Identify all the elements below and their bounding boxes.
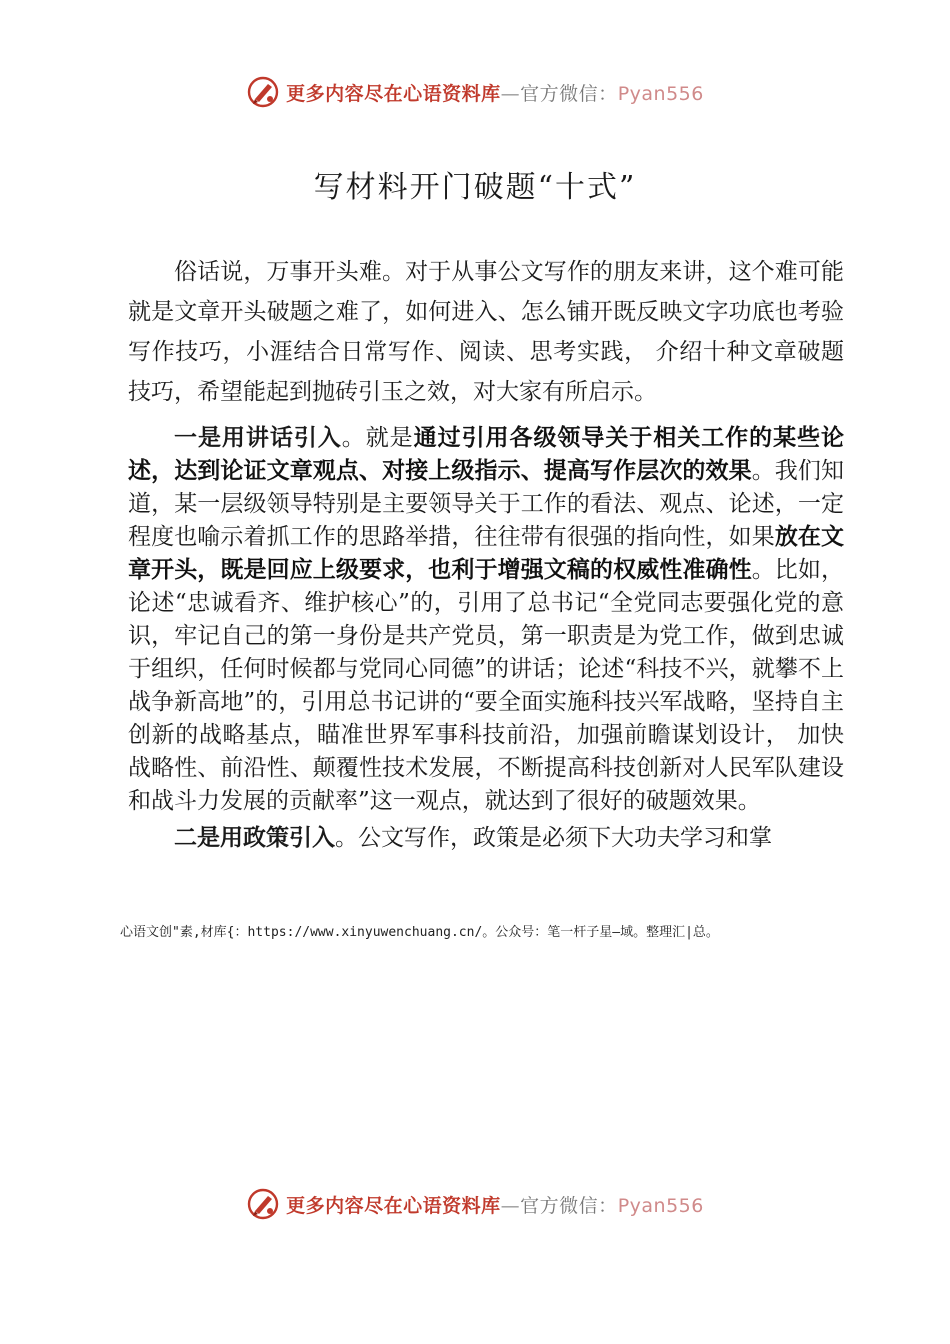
pen-seal-logo-icon (246, 1187, 280, 1221)
section-1-bold-1: 通过引用各级领导关于相关工作的某些论述，达到论证文章观点、对接上级指示、提高写作层次的效果 (128, 425, 845, 484)
banner-brand: 更多内容尽在心语资料库 (286, 82, 501, 105)
footer-banner (0, 1184, 950, 1224)
banner-wechat-label: 官方微信： (520, 82, 618, 105)
banner-dash: — (500, 82, 521, 105)
section-2-text-1: 。公文写作，政策是必须下大功夫学习和掌 (335, 825, 772, 851)
document-body (128, 252, 844, 855)
header-banner (0, 72, 950, 112)
pen-seal-logo-icon (246, 75, 280, 109)
section-1-bold-2: 放在文章开头，既是回应上级要求，也利于增强文稿的权威性准确性 (128, 524, 845, 583)
section-2-paragraph (128, 822, 844, 855)
source-note: 心语文创"素,材库{：https://www.xinyuwenchuang.cn/。公众号：笔一杆子星—域。整理汇|总。 (120, 925, 719, 940)
banner-handle: Pyan556 (617, 82, 704, 105)
section-2-heading: 二是用政策引入 (174, 825, 335, 851)
section-1-text-1: 。就是 (341, 425, 414, 451)
banner-wechat-label: 官方微信： (520, 1194, 618, 1217)
banner-handle: Pyan556 (617, 1194, 704, 1217)
document-title: 写材料开门破题“十式” (313, 170, 637, 205)
section-1-heading: 一是用讲话引入 (174, 425, 342, 451)
banner-dash: — (500, 1194, 521, 1217)
banner-brand: 更多内容尽在心语资料库 (286, 1194, 501, 1217)
banner-text (286, 79, 704, 106)
section-1-paragraph (128, 422, 844, 818)
section-1-text-2: 。我们知道，某一层级领导特别是主要领导关于工作的看法、观点、论述，一定程度也喻示着抓工作的思路举措，往往带有很强的指向性，如果 (128, 458, 845, 550)
banner-text (286, 1191, 704, 1218)
intro-paragraph: 俗话说，万事开头难。对于从事公文写作的朋友来讲，这个难可能就是文章开头破题之难了，如何进入、怎么铺开既反映文字功底也考验写作技巧，小涯结合日常写作、阅读、思考实践， 介绍十种文章破题技巧，希望能起到抛砖引玉之效，对大家有所启示。 (128, 259, 844, 405)
section-1-text-3: 。比如，论述“忠诚看齐、维护核心”的，引用了总书记“全党同志要强化党的意识，牢记自己的第一身份是共产党员，第一职责是为党工作，做到忠诚于组织，任何时候都与党同心同德”的讲话；论述“科技不兴，就攀不上战争新高地”的，引用总书记讲的“要全面实施科技兴军战略，坚持自主创新的战略基点，瞄准世界军事科技前沿，加强前瞻谋划设计， 加快战略性、前沿性、颠覆性技术发展，不断提高科技创新对人民军队建设和战斗力发展的贡献率”这一观点，就达到了很好的破题效果。 (128, 557, 845, 814)
